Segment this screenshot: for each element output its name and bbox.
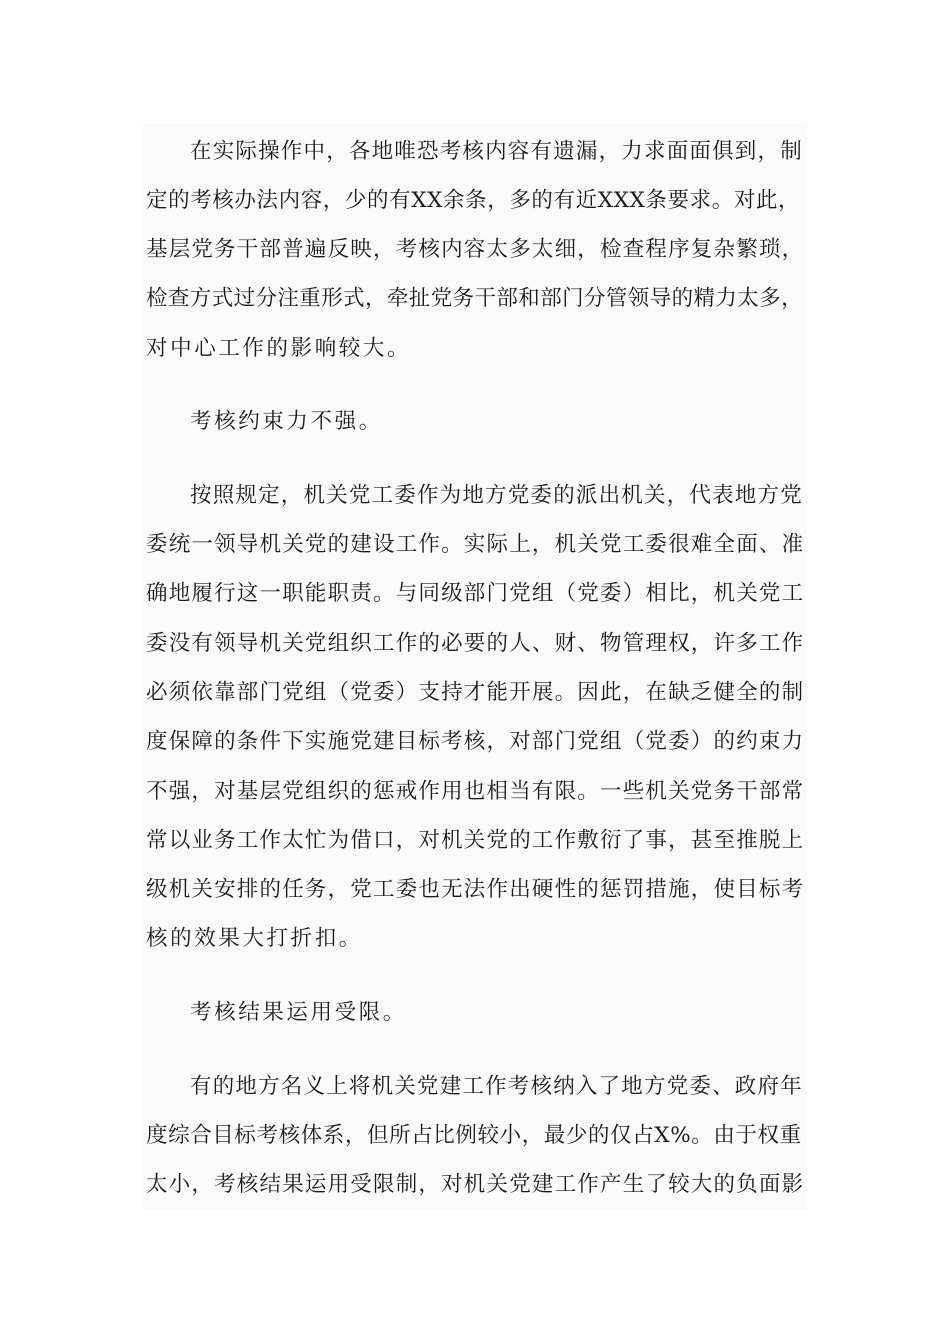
paragraph-2-line-4: 委没有领导机关党组织工作的必要的人、财、物管理权，许多工作 (146, 631, 805, 656)
paragraph-2-line-5: 必须依靠部门党组（党委）支持才能开展。因此，在缺乏健全的制 (146, 680, 805, 705)
paragraph-3-line-2: 度综合目标考核体系，但所占比例较小，最少的仅占X%。由于权重 (146, 1123, 802, 1148)
paragraph-2-line-1: 按照规定，机关党工委作为地方党委的派出机关，代表地方党 (190, 483, 803, 508)
paragraph-2-line-7: 不强，对基层党组织的惩戒作用也相当有限。一些机关党务干部常 (146, 779, 805, 804)
paragraph-2-line-6: 度保障的条件下实施党建目标考核，对部门党组（党委）的约束力 (146, 729, 805, 754)
section-heading-2: 考核结果运用受限。 (190, 1000, 407, 1025)
paragraph-2-line-3: 确地履行这一职能职责。与同级部门党组（党委）相比，机关党工 (146, 581, 805, 606)
paragraph-3-line-1: 有的地方名义上将机关党建工作考核纳入了地方党委、政府年 (190, 1074, 803, 1099)
paragraph-2-line-9: 级机关安排的任务，党工委也无法作出硬性的惩罚措施，使目标考 (146, 877, 805, 902)
paragraph-2-line-10: 核的效果大打折扣。 (146, 926, 363, 951)
paragraph-1-line-3: 基层党务干部普遍反映，考核内容太多太细，检查程序复杂繁琐， (146, 237, 805, 262)
paragraph-3-line-3: 太小，考核结果运用受限制，对机关党建工作产生了较大的负面影 (146, 1172, 805, 1197)
paragraph-1-line-4: 检查方式过分注重形式，牵扯党务干部和部门分管领导的精力太多， (146, 286, 804, 311)
document-text-block (143, 124, 807, 1210)
paragraph-1-line-1: 在实际操作中，各地唯恐考核内容有遗漏，力求面面俱到，制 (190, 139, 803, 164)
paragraph-1-line-2: 定的考核办法内容，少的有XX余条，多的有近XXX条要求。对此， (146, 188, 801, 213)
paragraph-2-line-8: 常以业务工作太忙为借口，对机关党的工作敷衍了事，甚至推脱上 (146, 828, 805, 853)
paragraph-2-line-2: 委统一领导机关党的建设工作。实际上，机关党工委很难全面、准 (146, 532, 805, 557)
paragraph-1-line-5: 对中心工作的影响较大。 (146, 336, 412, 361)
section-heading-1: 考核约束力不强。 (190, 409, 383, 434)
